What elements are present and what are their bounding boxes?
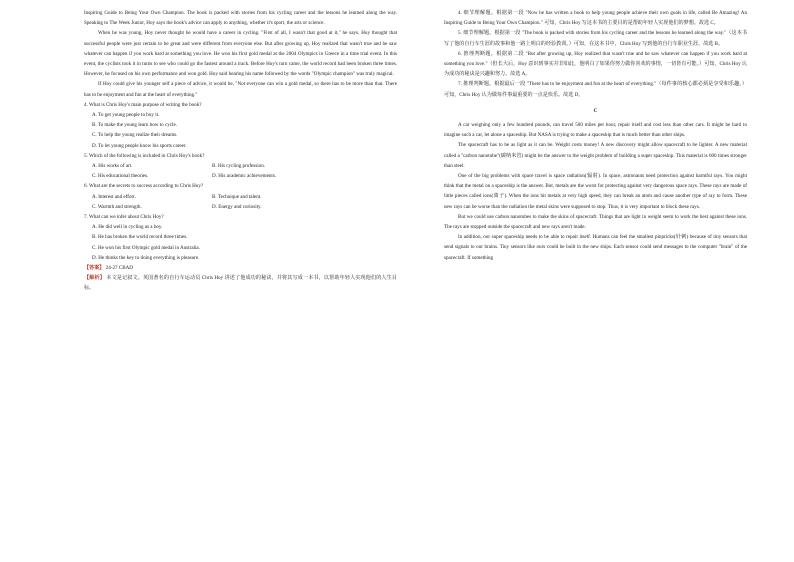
passage-paragraph: In addition, our super spaceship needs to be able to repair itself. Humans can feel the smallest pinpricks(针刺) because of tiny sensors that send signals to our brains. Tiny sensors like ours could be built in the new ships. Each sensor could send messages to the computer "brain" of the spacecraft. If something xyxy=(444,234,747,261)
question-6-option: D. Energy and curiosity. xyxy=(212,203,262,210)
answer-line xyxy=(84,263,397,273)
question-7-option: C. He won his first Olympic gold medal in Australia. xyxy=(92,244,200,251)
passage-paragraph: Inspiring Guide to Being Your Own Champion. The book is packed with stories from his cycling career and the lessons he learned along the way. Speaking to The Week Junior, Hoy says the book's advice can apply to anything, whether it's sport, the arts or science. xyxy=(84,10,397,27)
question-6-stem: 6. What are the secrets to success according to Chris Hoy? xyxy=(84,183,204,190)
answer-label: 【答案】 xyxy=(84,265,105,272)
question-4-option: D. To let young people know his sports career. xyxy=(92,142,187,149)
passage-paragraph: When he was young, Hoy never thought he would have a career in cycling. "First of all, I wasn't that good at it," he says. Hoy thought that successful people were just certain to be great and were different from everyone else. But after growing up, Hoy realized that wasn't true and he saw whatever can happen if you work hard at something you love. He won his first gold medal at the 2004 Olympics in Greece in a time trial event. In this event, the cyclists took it in turns to see who could go the fastest around a track. Before Hoy's turn came, the world record had been broken three times. However, he focused on his own performance and won gold. Hoy said hearing his name followed by the words "Olympic champion" was truly magical. xyxy=(84,30,397,78)
question-5-options-row xyxy=(84,161,397,171)
passage-paragraph: One of the big problems with space travel is space radiation(辐射). In space, astronauts need protection against harmful rays. You might think that the metal on a spaceship is the answer. But, metals are the worst for protecting against very dangerous space rays. These rays are made of little pieces called ions(离子). When the ions hit metals at very high speed, they can break an atom and cause another type of ray to form. These new rays can be worse than the radiation the metal skins were supposed to stop. Thus, it is very important to block these rays. xyxy=(444,173,747,210)
question-5-option: C. His educational theories. xyxy=(92,173,149,180)
question-4-option: C. To help the young realize their dreams. xyxy=(92,132,178,139)
question-6-options-row xyxy=(84,202,397,212)
question-5-stem: 5. Which of the following is included in Chris Hoy's book? xyxy=(84,152,205,159)
passage-paragraph: The spacecraft has to be as light as it can be. Weight costs money! A new discovery might allow spacecraft to be lighter. A new material called a "carbon nanotube"(碳纳米管) might be the answer to the weight problem of building a super spaceship. This material is 600 times stronger than steel. xyxy=(444,142,747,169)
question-4-stem: 4. What is Chris Hoy's main purpose of writing the book? xyxy=(84,101,202,108)
question-7-option: A. He did well in cycling as a boy. xyxy=(92,224,163,231)
question-5-option: B. His cycling profession. xyxy=(212,163,266,170)
question-4-option: A. To get young people to buy it. xyxy=(92,112,160,119)
question-7-stem: 7. What can we infer about Chris Hoy? xyxy=(84,214,164,221)
left-column xyxy=(84,8,397,294)
answer-value: 24-27 CBAD xyxy=(105,265,133,272)
explanation-item: 7. 推理判断题。根据最后一段 "There has to be enjoyment and fun at the heart of everything."（每件事的核心都必须是享受和乐趣。）可知，Chris Hoy 认为做每件事最重要的一点是快乐。故选 D。 xyxy=(444,81,747,98)
right-column xyxy=(444,8,747,263)
section-heading: C xyxy=(593,107,598,114)
passage-paragraph: A car weighing only a few hundred pounds, can travel 500 miles per hour, repair itself and cost less than other cars. It might be hard to imagine such a car, let alone a spaceship. But NASA is trying to make a spaceship that is much better than other ships. xyxy=(444,122,747,139)
passage-paragraph: But we could use carbon nanotubes to make the skins of spacecraft. Things that are light in weight seem to work the best against these ions. The rays are stopped outside the spacecraft and new rays aren't made. xyxy=(444,213,747,231)
question-5-option: A. His works of art. xyxy=(92,163,133,170)
analysis-line xyxy=(84,273,397,293)
analysis-label: 【解析】 xyxy=(84,275,105,282)
question-5-option: D. His academic achievements. xyxy=(212,173,277,180)
question-6-option: C. Warmth and strength. xyxy=(92,203,142,210)
question-7-option: D. He thinks the key to doing everything is pleasure. xyxy=(92,254,200,261)
analysis-text: 本文是记叙文。英国著名的自行车运动员 Chris Hoy 讲述了他成功的秘诀，并将其写成一本书，以帮助年轻人实现他们的人生目标。 xyxy=(84,275,397,292)
question-6-options-row xyxy=(84,192,397,202)
question-5-options-row xyxy=(84,171,397,181)
question-6-option: A. Interest and effort. xyxy=(92,193,136,200)
question-6-option: B. Technique and talent. xyxy=(212,193,262,200)
explanation-item: 4. 细节理解题。根据第一段 "Now he has written a book to help young people achieve their own goals in life, called Be Amazing! An Inspiring Guide to Being Your Own Champion." 可知，Chris Hoy 写这本书的主要目的是帮助年轻人实现他们的梦想。故选 C。 xyxy=(444,10,747,27)
question-7-option: B. He has broken the world record three times. xyxy=(92,234,188,241)
explanation-item: 5. 细节理解题。根据第一段 "The book is packed with stories from his cycling career and the lessons he learned along the way."（这本书写了他的自行车生涯的故事和他一路上明白的经验教训。）可知，在这本书中，Chris Hoy 写到他的自行车职业生涯。故选 B。 xyxy=(444,30,747,47)
question-4-option: B. To make the young learn how to cycle. xyxy=(92,122,177,129)
passage-paragraph: If Hoy could give his younger self a piece of advice, it would be, "Not everyone can win a gold medal, so there has to be more than that. There has to be enjoyment and fun at the heart of everything." xyxy=(84,81,397,98)
explanation-item: 6. 推理判断题。根据第二段 "But after growing up, Hoy realized that wasn't true and he saw whatever can happen if you work hard at something you love."（但长大后，Hoy 意识到事实并非如此，他明白了如果你努力做你喜欢的事情，一切皆有可能。）可知，Chris Hoy 认为成功的秘诀是兴趣和努力。故选 A。 xyxy=(444,50,747,78)
